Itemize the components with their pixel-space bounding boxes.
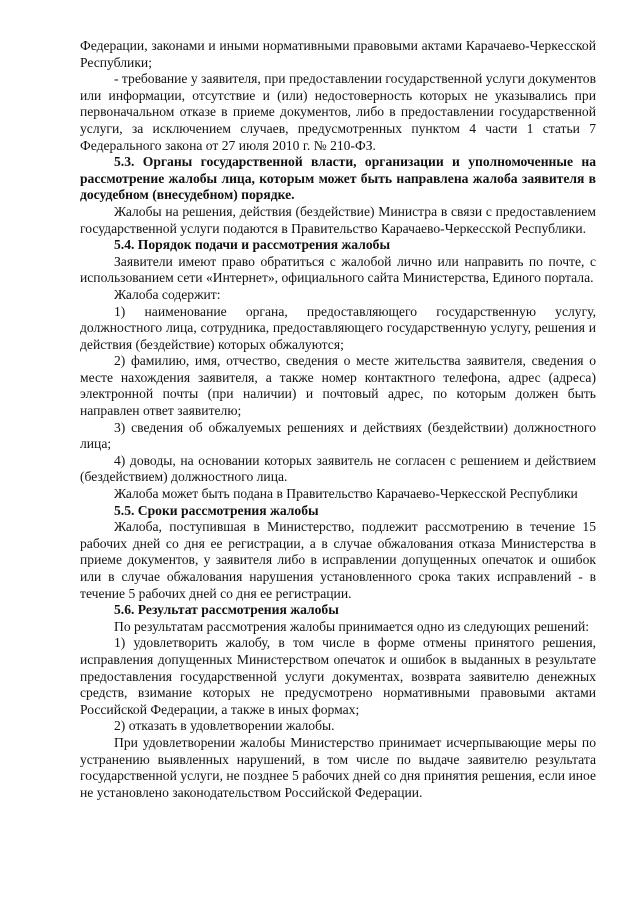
paragraph-continuation: Федерации, законами и иными нормативными правовыми актами Карачаево-Черкесской Республики; xyxy=(80,38,596,70)
section-heading-5-5: 5.5. Сроки рассмотрения жалобы xyxy=(114,502,319,518)
paragraph-satisfaction-measures: При удовлетворении жалобы Министерство принимает исчерпывающие меры по устранению выявленных нарушений, в том числе по выдаче заявителю результата государственной услуги, не позднее 5 рабочих дней со дня принятия решения, если иное не установлено законодательством Российской Федерации. xyxy=(80,734,596,800)
paragraph-requirement: - требование у заявителя, при предоставлении государственной услуги документов или информации, отсутствие и (или) недостоверность которых не указывались при первоначальном отказе в приеме документов, либо в предоставлении государственной услуги, за исключением случаев, предусмотренных пунктом 4 части 1 статьи 7 Федерального закона от 27 июля 2010 г. № 210-ФЗ. xyxy=(80,71,596,153)
list-item-1: 1) наименование органа, предоставляющего государственную услугу, должностного лица, сотрудника, предоставляющего государственную услугу, решения и действия (бездействие) которых обжалуются; xyxy=(80,303,596,352)
paragraph-complaint-contains: Жалоба содержит: xyxy=(114,286,221,302)
paragraph-applicant-rights: Заявители имеют право обратиться с жалобой лично или направить по почте, с использованием сети «Интернет», официального сайта Министерства, Единого портала. xyxy=(80,253,596,286)
section-heading-5-4: 5.4. Порядок подачи и рассмотрения жалобы xyxy=(114,237,391,253)
list-item-4: 4) доводы, на основании которых заявитель не согласен с решением и действием (бездействием) должностного лица. xyxy=(80,452,596,485)
list-item-2: 2) фамилию, имя, отчество, сведения о месте жительства заявителя, сведения о месте нахождения заявителя, а также номер контактного телефона, адрес (адреса) электронной почты (при наличии) и почтовый адрес, по которым должен быть направлен ответ заявителю; xyxy=(80,353,596,419)
decision-item-1: 1) удовлетворить жалобу, в том числе в форме отмены принятого решения, исправления допущенных Министерством опечаток и ошибок в выданных в результате предоставления государственной услуги документах, возврата заявителю денежных средств, взимание которых не предусмотрено нормативными правовыми актами Российской Федерации, а также в иных формах; xyxy=(80,635,596,717)
paragraph-review-terms: Жалоба, поступившая в Министерство, подлежит рассмотрению в течение 15 рабочих дней со дня ее регистрации, а в случае обжалования отказа Министерства в приеме документов, у заявителя либо в исправлении допущенных опечаток и ошибок или в случае обжалования нарушения установленного срока таких исправлений - в течение 5 рабочих дней со дня ее регистрации. xyxy=(80,519,596,601)
section-heading-5-6: 5.6. Результат рассмотрения жалобы xyxy=(114,602,339,618)
decision-item-2: 2) отказать в удовлетворении жалобы. xyxy=(114,718,335,734)
section-heading-5-3: 5.3. Органы государственной власти, организации и уполномоченные на рассмотрение жалобы лица, которым может быть направлена жалоба заявителя в досудебном (внесудебном) порядке. xyxy=(80,154,596,203)
paragraph-complaints-government: Жалобы на решения, действия (бездействие) Министра в связи с предоставлением государственной услуги подаются в Правительство Карачаево-Черкесской Республики. xyxy=(80,203,596,236)
paragraph-submission: Жалоба может быть подана в Правительство Карачаево-Черкесской Республики xyxy=(114,486,578,502)
list-item-3: 3) сведения об обжалуемых решениях и действиях (бездействии) должностного лица; xyxy=(80,419,596,452)
paragraph-decisions: По результатам рассмотрения жалобы принимается одно из следующих решений: xyxy=(114,618,590,634)
